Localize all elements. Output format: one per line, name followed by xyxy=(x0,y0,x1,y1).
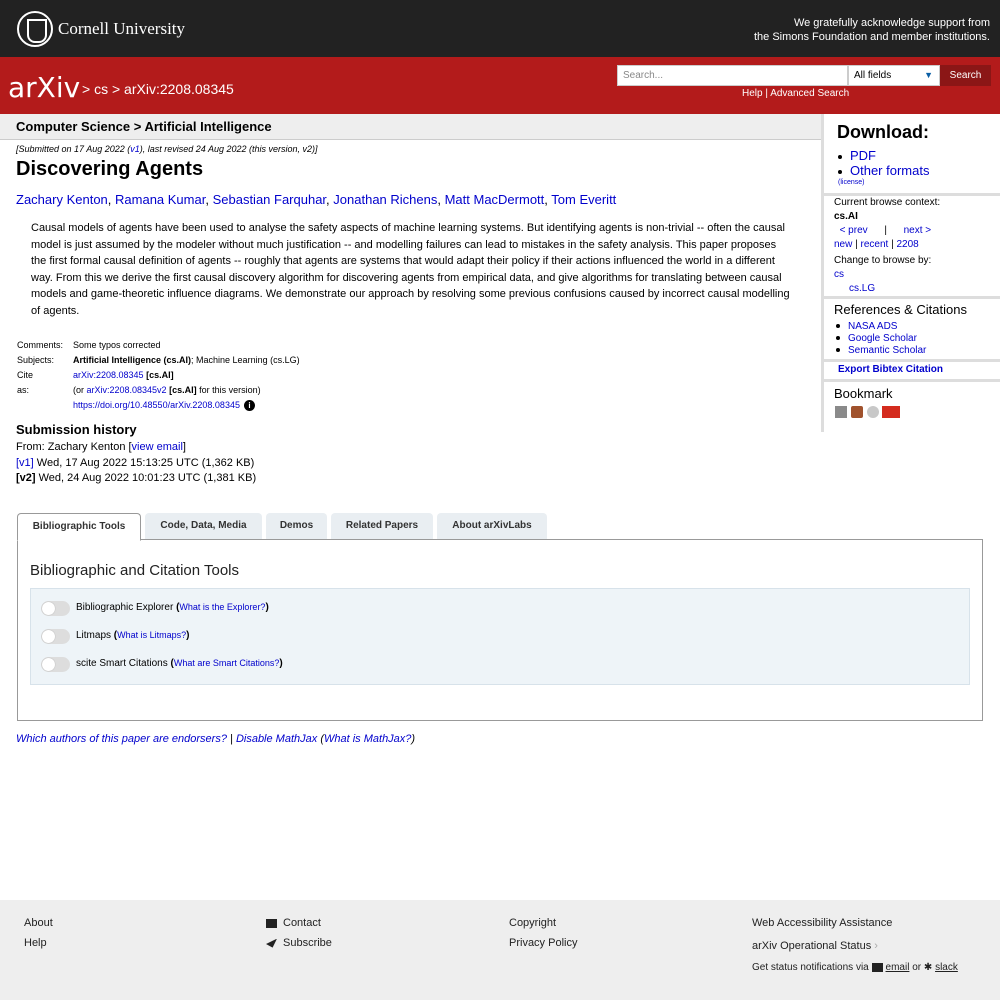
bullet-icon xyxy=(836,324,840,328)
version-2-text: Wed, 24 Aug 2022 10:01:23 UTC (1,381 KB) xyxy=(35,472,257,484)
from-text: From: Zachary Kenton [ xyxy=(16,441,132,453)
envelope-icon xyxy=(872,963,883,972)
subjects-value xyxy=(73,353,300,368)
footer-subscribe-link[interactable]: Subscribe xyxy=(283,937,332,949)
litmaps-toggle[interactable] xyxy=(41,629,70,644)
pdf-link[interactable]: PDF xyxy=(850,148,876,163)
support-acknowledgement xyxy=(754,16,990,44)
cite-tag: [cs.AI] xyxy=(146,370,174,380)
comments-label: Comments: xyxy=(17,340,64,350)
doi-value xyxy=(73,398,255,413)
footer-privacy-link[interactable]: Privacy Policy xyxy=(509,937,578,949)
comments-value: Some typos corrected xyxy=(73,340,161,350)
footer-status-link[interactable]: arXiv Operational Status xyxy=(752,940,872,952)
recent-link[interactable]: recent xyxy=(860,239,889,250)
breadcrumb-sep: > xyxy=(111,81,121,97)
submitted-text: [Submitted on 17 Aug 2022 ( xyxy=(16,144,131,154)
chevron-down-icon: ▼ xyxy=(924,70,933,80)
new-link[interactable]: new xyxy=(834,239,853,250)
tab-panel xyxy=(17,539,983,721)
footer-col-2 xyxy=(266,913,332,953)
version-2-line xyxy=(16,471,256,487)
disable-mathjax-link[interactable]: Disable MathJax xyxy=(235,733,318,745)
ref-item xyxy=(836,333,926,345)
references-list xyxy=(836,321,926,357)
footer xyxy=(0,900,1000,1000)
month-link[interactable]: 2208 xyxy=(896,239,919,250)
breadcrumb xyxy=(82,81,234,97)
help-sep: | xyxy=(765,88,768,99)
version-1-link[interactable]: [v1] xyxy=(16,456,34,469)
explorer-toggle[interactable] xyxy=(41,601,70,616)
footer-col-4 xyxy=(752,913,958,978)
tools-box xyxy=(30,588,970,685)
slack-icon: ✱ xyxy=(923,962,933,973)
paper-plane-icon xyxy=(266,939,277,948)
context-value: cs.AI xyxy=(834,211,858,222)
author-link[interactable]: Ramana Kumar xyxy=(115,192,206,207)
litmaps-text: Litmaps xyxy=(76,630,112,641)
author-link[interactable]: Matt MacDermott xyxy=(444,192,545,207)
author-link[interactable]: Tom Everitt xyxy=(551,192,617,207)
mendeley-icon[interactable] xyxy=(851,406,863,418)
cite-v2-tag: [cs.AI] xyxy=(169,385,197,395)
tab-demos[interactable]: Demos xyxy=(266,513,327,540)
footer-accessibility-link[interactable]: Web Accessibility Assistance xyxy=(752,917,893,929)
or-text: or xyxy=(912,962,922,973)
scite-toggle[interactable] xyxy=(41,657,70,672)
secondary-subject: ; Machine Learning (cs.LG) xyxy=(191,355,300,365)
ref-item xyxy=(836,321,926,333)
export-bibtex-link[interactable]: Export Bibtex Citation xyxy=(838,364,944,375)
litmaps-help-link[interactable]: What is Litmaps? xyxy=(117,630,187,640)
cornell-university-link[interactable]: Cornell University xyxy=(58,19,186,38)
abstract: Causal models of agents have been used to analyse the safety aspects of machine learning systems. But identifying agents is non-trivial -- often the causal model is just assumed by the modeler without much justification -- and modelling failures can lead to mistakes in the safety analysis. This paper proposes the first formal causal definition of agents -- roughly that agents are systems that would adapt their policy if their actions influenced the world in a different way. From this we derive the first causal discovery algorithm for discovering agents from empirical data, and give algorithms for translating between causal models and game-theoretic influence diagrams. We demonstrate our approach by resolving some previous confusions caused by incorrect causal modelling of agents. xyxy=(31,222,790,317)
download-item xyxy=(838,148,929,163)
recent-row: new | recent | 2208 xyxy=(834,239,919,250)
arxiv-logo[interactable]: arXiv xyxy=(8,71,81,104)
revised-text: ), last revised 24 Aug 2022 (this version, v2)] xyxy=(139,144,318,154)
download-item xyxy=(838,163,929,178)
browse-lg-link[interactable]: cs.LG xyxy=(849,283,876,294)
download-block xyxy=(824,114,1000,196)
bullet-icon xyxy=(836,348,840,352)
bookmark-title: Bookmark xyxy=(834,386,893,401)
explorer-label: Bibliographic Explorer (What is the Explorer?) xyxy=(76,602,269,613)
author-link[interactable]: Zachary Kenton xyxy=(16,192,108,207)
notify-text: Get status notifications via xyxy=(752,962,869,973)
endorse-line xyxy=(16,733,415,745)
cornell-bar xyxy=(0,0,1000,57)
chevron-right-icon: › xyxy=(874,940,878,952)
cite-value xyxy=(73,368,174,383)
cite-label: Cite as: xyxy=(17,370,34,395)
sidebar xyxy=(821,114,1000,432)
tab-bibliographic-tools[interactable]: Bibliographic Tools xyxy=(17,513,141,541)
doi-link[interactable]: https://doi.org/10.48550/arXiv.2208.08345 xyxy=(73,400,240,410)
status-email-link[interactable]: email xyxy=(885,962,910,973)
version-1-line xyxy=(16,456,256,472)
tools-title: Bibliographic and Citation Tools xyxy=(30,562,240,579)
browse-lg-row xyxy=(834,282,940,296)
ref-item xyxy=(836,345,926,357)
tab-code-data-media[interactable]: Code, Data, Media xyxy=(145,513,262,540)
reddit-icon[interactable] xyxy=(867,406,879,418)
footer-col-3 xyxy=(509,913,577,953)
author-list: Zachary Kenton, Ramana Kumar, Sebastian Farquhar, Jonathan Richens, Matt MacDermott, Tom Everitt xyxy=(16,192,617,207)
version-2-label: [v2] xyxy=(16,472,36,484)
paper-title: Discovering Agents xyxy=(16,158,204,180)
other-formats-link[interactable]: Other formats xyxy=(850,163,930,178)
scite-text: scite Smart Citations xyxy=(76,658,168,669)
bullet-icon xyxy=(836,336,840,340)
search-field-select[interactable] xyxy=(848,65,940,86)
cite-v2-link[interactable]: arXiv:2208.08345v2 xyxy=(86,385,167,395)
browse-cs-link[interactable]: cs xyxy=(834,269,844,280)
author-link[interactable]: Jonathan Richens xyxy=(333,192,438,207)
explorer-text: Bibliographic Explorer xyxy=(76,602,174,613)
browse-context xyxy=(834,196,940,296)
primary-subject: Artificial Intelligence (cs.AI) xyxy=(73,355,192,365)
cornell-seal-icon[interactable] xyxy=(17,11,53,47)
bibsonomy-icon[interactable] xyxy=(835,406,847,418)
help-link[interactable]: Help xyxy=(742,88,763,99)
author-link[interactable]: Sebastian Farquhar xyxy=(212,192,327,207)
sciencewise-icon[interactable] xyxy=(882,406,900,418)
footer-contact-link[interactable]: Contact xyxy=(283,917,321,929)
subjects-label: Subjects: xyxy=(17,355,55,365)
info-icon[interactable]: i xyxy=(244,400,255,411)
pipe-sep: | xyxy=(884,225,887,236)
cite-v2-post: for this version) xyxy=(196,385,261,395)
subject-heading: Computer Science > Artificial Intelligence xyxy=(16,119,272,134)
download-title: Download: xyxy=(837,122,929,142)
prev-link[interactable]: < prev xyxy=(839,225,868,236)
litmaps-label: Litmaps (What is Litmaps?) xyxy=(76,630,190,641)
footer-help-link[interactable]: Help xyxy=(24,937,47,949)
bullet-icon xyxy=(838,155,842,159)
change-browse-label: Change to browse by: xyxy=(834,255,932,266)
cite-version-value xyxy=(73,383,261,398)
endorse-sep: | xyxy=(226,733,236,745)
explorer-help-link[interactable]: What is the Explorer? xyxy=(179,602,266,612)
footer-copyright-link[interactable]: Copyright xyxy=(509,917,557,929)
scite-label: scite Smart Citations (What are Smart Citations?) xyxy=(76,658,283,669)
submission-history-title: Submission history xyxy=(16,422,137,437)
tab-related-papers[interactable]: Related Papers xyxy=(331,513,433,540)
prev-next-row xyxy=(834,224,940,238)
breadcrumb-cs[interactable]: cs xyxy=(94,81,109,97)
tab-about-arxivlabs[interactable]: About arXivLabs xyxy=(437,513,547,540)
what-is-mathjax-link[interactable]: What is MathJax? xyxy=(324,733,412,745)
paren-close: ) xyxy=(411,733,416,745)
footer-col-1 xyxy=(24,913,53,953)
semantic-scholar-link[interactable]: Semantic Scholar xyxy=(848,345,927,356)
v1-link[interactable]: v1 xyxy=(130,144,140,154)
support-line-2: the Simons Foundation and member institutions. xyxy=(753,31,990,43)
footer-about-link[interactable]: About xyxy=(24,917,53,929)
submission-history xyxy=(16,440,256,487)
submission-dates xyxy=(16,144,318,154)
from-line xyxy=(16,440,256,456)
help-links xyxy=(742,88,849,99)
bullet-icon xyxy=(838,170,842,174)
cite-or-text: (or xyxy=(73,385,87,395)
search-button[interactable]: Search xyxy=(940,65,991,86)
references-title: References & Citations xyxy=(834,302,967,317)
breadcrumb-paper-id: arXiv:2208.08345 xyxy=(124,81,234,97)
download-list xyxy=(838,148,929,178)
advanced-search-link[interactable]: Advanced Search xyxy=(770,88,850,99)
breadcrumb-sep: > xyxy=(82,81,91,97)
envelope-icon xyxy=(266,919,277,928)
paren-open: ( xyxy=(317,733,324,745)
nasa-ads-link[interactable]: NASA ADS xyxy=(848,321,898,332)
support-line-1: We gratefully acknowledge support from xyxy=(793,17,990,29)
next-link[interactable]: next > xyxy=(903,225,932,236)
context-label: Current browse context: xyxy=(834,197,941,208)
search-input[interactable]: Search... xyxy=(617,65,848,86)
subject-header xyxy=(0,114,821,140)
scite-help-link[interactable]: What are Smart Citations? xyxy=(173,658,280,668)
browse-cs-row xyxy=(834,268,940,282)
search-field-value: All fields xyxy=(854,70,892,81)
endorsers-link[interactable]: Which authors of this paper are endorsers? xyxy=(16,733,227,745)
status-notifications xyxy=(752,957,958,978)
license-link[interactable]: (license) xyxy=(838,179,865,186)
cite-id-link[interactable]: arXiv:2208.08345 xyxy=(73,370,144,380)
status-slack-link[interactable]: slack xyxy=(935,962,958,973)
google-scholar-link[interactable]: Google Scholar xyxy=(848,333,917,344)
version-1-text: Wed, 17 Aug 2022 15:13:25 UTC (1,362 KB) xyxy=(33,456,255,469)
view-email-link[interactable]: view email xyxy=(131,441,183,453)
from-close: ] xyxy=(182,441,186,453)
arxiv-header xyxy=(0,57,1000,114)
